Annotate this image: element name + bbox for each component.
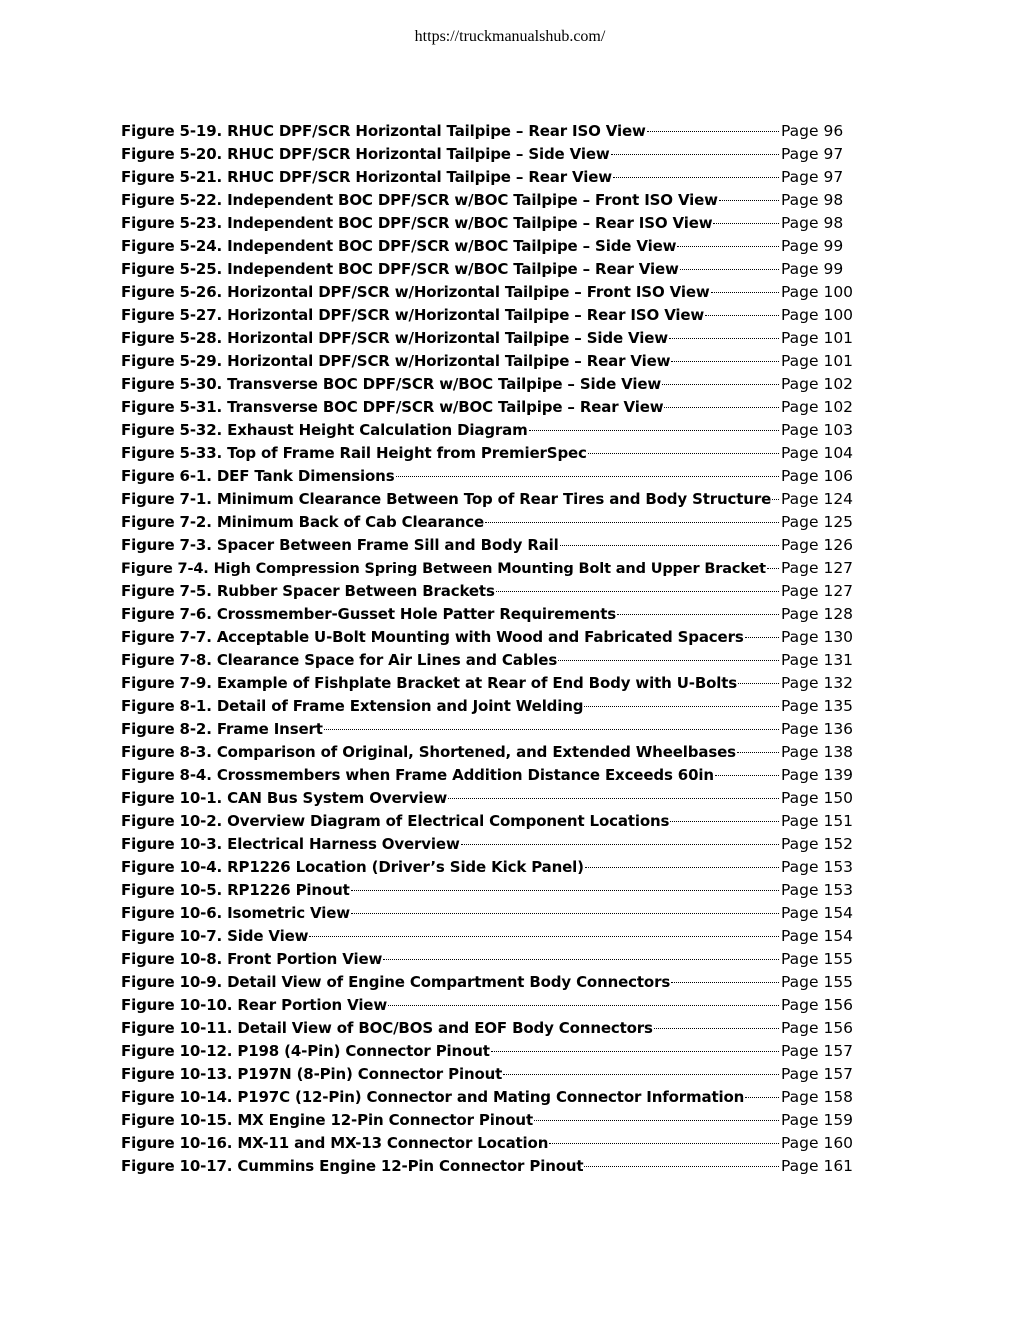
dot-leader (654, 1028, 779, 1029)
dot-leader (669, 338, 779, 339)
figure-title: Figure 7-2. Minimum Back of Cab Clearance (121, 513, 485, 531)
figure-title: Figure 10-2. Overview Diagram of Electrical Component Locations (121, 812, 670, 830)
page-number: Page 158 (781, 1088, 854, 1106)
figure-title: Figure 7-6. Crossmember-Gusset Hole Patter Requirements (121, 605, 616, 623)
dot-leader (611, 154, 779, 155)
figure-title: Figure 6-1. DEF Tank Dimensions (121, 467, 395, 485)
figure-title: Figure 7-4. High Compression Spring Between Mounting Bolt and Upper Bracket (121, 561, 766, 577)
dot-leader (396, 476, 780, 477)
figure-title: Figure 10-11. Detail View of BOC/BOS and EOF Body Connectors (121, 1019, 653, 1037)
page-number: Page 99 (781, 237, 844, 255)
toc-entry[interactable] (121, 304, 861, 327)
figure-title: Figure 10-15. MX Engine 12-Pin Connector Pinout (121, 1111, 533, 1129)
figure-title: Figure 5-25. Independent BOC DPF/SCR w/BOC Tailpipe – Rear View (121, 260, 679, 278)
figure-title: Figure 10-14. P197C (12-Pin) Connector and Mating Connector Information (121, 1088, 745, 1106)
page-number: Page 154 (781, 904, 854, 922)
dot-leader (534, 1120, 779, 1121)
page-number: Page 136 (781, 720, 854, 738)
page-number: Page 104 (781, 444, 854, 462)
toc-entry[interactable] (121, 166, 861, 189)
page-number: Page 151 (781, 812, 854, 830)
page-number: Page 102 (781, 375, 854, 393)
page-number: Page 156 (781, 1019, 854, 1037)
toc-entry[interactable] (121, 672, 861, 695)
dot-leader (711, 292, 779, 293)
toc-entry[interactable] (121, 695, 861, 718)
dot-leader (613, 177, 779, 178)
list-of-figures (121, 120, 861, 1178)
figure-title: Figure 5-29. Horizontal DPF/SCR w/Horizontal Tailpipe – Rear View (121, 352, 671, 370)
page-number: Page 101 (781, 329, 854, 347)
toc-entry[interactable] (121, 948, 861, 971)
figure-title: Figure 10-8. Front Portion View (121, 950, 383, 968)
page-number: Page 132 (781, 674, 854, 692)
page-number: Page 159 (781, 1111, 854, 1129)
dot-leader (558, 660, 779, 661)
figure-title: Figure 10-16. MX-11 and MX-13 Connector Location (121, 1134, 549, 1152)
page-header-url: https://truckmanualshub.com/ (414, 28, 606, 45)
page-number: Page 138 (781, 743, 854, 761)
toc-entry[interactable] (121, 833, 861, 856)
figure-title: Figure 5-22. Independent BOC DPF/SCR w/BOC Tailpipe – Front ISO View (121, 191, 718, 209)
figure-title: Figure 10-5. RP1226 Pinout (121, 881, 350, 899)
page-number: Page 127 (781, 559, 854, 577)
dot-leader (713, 223, 779, 224)
figure-title: Figure 10-6. Isometric View (121, 904, 350, 922)
dot-leader (737, 752, 779, 753)
toc-entry[interactable] (121, 465, 861, 488)
toc-entry[interactable] (121, 534, 861, 557)
figure-title: Figure 10-4. RP1226 Location (Driver’s Side Kick Panel) (121, 858, 584, 876)
toc-entry[interactable] (121, 442, 861, 465)
toc-entry[interactable] (121, 626, 861, 649)
page-number: Page 97 (781, 145, 844, 163)
page-number: Page 126 (781, 536, 854, 554)
toc-entry[interactable] (121, 1109, 861, 1132)
toc-entry[interactable] (121, 143, 861, 166)
toc-entry[interactable] (121, 856, 861, 879)
toc-entry[interactable] (121, 902, 861, 925)
dot-leader (461, 844, 779, 845)
dot-leader (549, 1143, 779, 1144)
toc-entry[interactable] (121, 925, 861, 948)
page-number: Page 100 (781, 306, 854, 324)
page-number: Page 99 (781, 260, 844, 278)
dot-leader (585, 867, 779, 868)
dot-leader (485, 522, 779, 523)
figure-title: Figure 5-21. RHUC DPF/SCR Horizontal Tailpipe – Rear View (121, 168, 612, 186)
figure-title: Figure 7-9. Example of Fishplate Bracket at Rear of End Body with U-Bolts (121, 674, 738, 692)
toc-entry[interactable] (121, 787, 861, 810)
dot-leader (671, 982, 779, 983)
dot-leader (588, 453, 779, 454)
dot-leader (448, 798, 779, 799)
toc-entry[interactable] (121, 1155, 861, 1178)
toc-entry[interactable] (121, 1063, 861, 1086)
figure-title: Figure 5-26. Horizontal DPF/SCR w/Horizontal Tailpipe – Front ISO View (121, 283, 710, 301)
figure-title: Figure 8-4. Crossmembers when Frame Addition Distance Exceeds 60in (121, 766, 714, 784)
toc-entry[interactable] (121, 879, 861, 902)
dot-leader (351, 913, 779, 914)
figure-title: Figure 8-2. Frame Insert (121, 720, 323, 738)
page-number: Page 156 (781, 996, 854, 1014)
toc-entry[interactable] (121, 1086, 861, 1109)
page-number: Page 154 (781, 927, 854, 945)
figure-title: Figure 10-1. CAN Bus System Overview (121, 789, 448, 807)
toc-entry[interactable] (121, 971, 861, 994)
dot-leader (560, 545, 779, 546)
page-number: Page 155 (781, 950, 854, 968)
dot-leader (529, 430, 779, 431)
figure-title: Figure 7-1. Minimum Clearance Between Top of Rear Tires and Body Structure (121, 490, 772, 508)
figure-title: Figure 7-8. Clearance Space for Air Lines and Cables (121, 651, 558, 669)
figure-title: Figure 10-13. P197N (8-Pin) Connector Pinout (121, 1065, 503, 1083)
page-number: Page 125 (781, 513, 854, 531)
toc-entry[interactable] (121, 488, 861, 511)
toc-entry[interactable] (121, 741, 861, 764)
figure-title: Figure 5-31. Transverse BOC DPF/SCR w/BOC Tailpipe – Rear View (121, 398, 664, 416)
page-number: Page 139 (781, 766, 854, 784)
figure-title: Figure 5-27. Horizontal DPF/SCR w/Horizontal Tailpipe – Rear ISO View (121, 306, 705, 324)
dot-leader (388, 1005, 779, 1006)
page-number: Page 161 (781, 1157, 854, 1175)
toc-entry[interactable] (121, 557, 861, 580)
page-number: Page 98 (781, 191, 844, 209)
dot-leader (738, 683, 779, 684)
toc-entry[interactable] (121, 994, 861, 1017)
figure-title: Figure 5-30. Transverse BOC DPF/SCR w/BOC Tailpipe – Side View (121, 375, 662, 393)
dot-leader (383, 959, 779, 960)
figure-title: Figure 10-17. Cummins Engine 12-Pin Connector Pinout (121, 1157, 584, 1175)
toc-entry[interactable] (121, 120, 861, 143)
dot-leader (719, 200, 779, 201)
page-number: Page 96 (781, 122, 844, 140)
dot-leader (584, 706, 779, 707)
figure-title: Figure 10-9. Detail View of Engine Compartment Body Connectors (121, 973, 671, 991)
toc-entry[interactable] (121, 419, 861, 442)
page-number: Page 153 (781, 881, 854, 899)
figure-title: Figure 10-7. Side View (121, 927, 309, 945)
toc-entry[interactable] (121, 1040, 861, 1063)
toc-entry[interactable] (121, 718, 861, 741)
figure-title: Figure 7-3. Spacer Between Frame Sill and Body Rail (121, 536, 559, 554)
figure-title: Figure 10-10. Rear Portion View (121, 996, 388, 1014)
dot-leader (671, 361, 779, 362)
toc-entry[interactable] (121, 580, 861, 603)
dot-leader (309, 936, 779, 937)
toc-entry[interactable] (121, 511, 861, 534)
toc-entry[interactable] (121, 396, 861, 419)
page-number: Page 103 (781, 421, 854, 439)
dot-leader (324, 729, 779, 730)
dot-leader (496, 591, 779, 592)
figure-title: Figure 10-3. Electrical Harness Overview (121, 835, 460, 853)
page-number: Page 160 (781, 1134, 854, 1152)
dot-leader (680, 269, 779, 270)
page-number: Page 101 (781, 352, 854, 370)
toc-entry[interactable] (121, 603, 861, 626)
toc-entry[interactable] (121, 327, 861, 350)
dot-leader (715, 775, 779, 776)
page-number: Page 106 (781, 467, 854, 485)
dot-leader (664, 407, 779, 408)
toc-entry[interactable] (121, 764, 861, 787)
page-number: Page 131 (781, 651, 854, 669)
toc-entry[interactable] (121, 189, 861, 212)
toc-entry[interactable] (121, 810, 861, 833)
page-number: Page 124 (781, 490, 854, 508)
figure-title: Figure 5-32. Exhaust Height Calculation Diagram (121, 421, 528, 439)
figure-title: Figure 8-3. Comparison of Original, Shortened, and Extended Wheelbases (121, 743, 736, 761)
toc-entry[interactable] (121, 1132, 861, 1155)
toc-entry[interactable] (121, 350, 861, 373)
dot-leader (745, 637, 779, 638)
figure-title: Figure 7-7. Acceptable U-Bolt Mounting with Wood and Fabricated Spacers (121, 628, 744, 646)
figure-title: Figure 5-19. RHUC DPF/SCR Horizontal Tailpipe – Rear ISO View (121, 122, 646, 140)
page-number: Page 128 (781, 605, 854, 623)
toc-entry[interactable] (121, 235, 861, 258)
page-number: Page 97 (781, 168, 844, 186)
page-number: Page 157 (781, 1042, 854, 1060)
figure-title: Figure 8-1. Detail of Frame Extension and Joint Welding (121, 697, 584, 715)
dot-leader (491, 1051, 779, 1052)
page-number: Page 135 (781, 697, 854, 715)
page-number: Page 100 (781, 283, 854, 301)
figure-title: Figure 5-28. Horizontal DPF/SCR w/Horizontal Tailpipe – Side View (121, 329, 668, 347)
figure-title: Figure 7-5. Rubber Spacer Between Brackets (121, 582, 495, 600)
page-number: Page 150 (781, 789, 854, 807)
page-number: Page 130 (781, 628, 854, 646)
figure-title: Figure 5-24. Independent BOC DPF/SCR w/BOC Tailpipe – Side View (121, 237, 677, 255)
toc-entry[interactable] (121, 1017, 861, 1040)
toc-entry[interactable] (121, 258, 861, 281)
toc-entry[interactable] (121, 649, 861, 672)
figure-title: Figure 5-33. Top of Frame Rail Height from PremierSpec (121, 444, 587, 462)
dot-leader (503, 1074, 779, 1075)
figure-title: Figure 5-23. Independent BOC DPF/SCR w/BOC Tailpipe – Rear ISO View (121, 214, 713, 232)
page-number: Page 98 (781, 214, 844, 232)
page-number: Page 102 (781, 398, 854, 416)
dot-leader (677, 246, 779, 247)
toc-entry[interactable] (121, 212, 861, 235)
dot-leader (745, 1097, 779, 1098)
dot-leader (662, 384, 779, 385)
dot-leader (767, 568, 779, 569)
dot-leader (351, 890, 779, 891)
page-number: Page 157 (781, 1065, 854, 1083)
figure-title: Figure 5-20. RHUC DPF/SCR Horizontal Tailpipe – Side View (121, 145, 610, 163)
figure-title: Figure 10-12. P198 (4-Pin) Connector Pinout (121, 1042, 490, 1060)
dot-leader (705, 315, 779, 316)
toc-entry[interactable] (121, 281, 861, 304)
page-number: Page 153 (781, 858, 854, 876)
page-number: Page 127 (781, 582, 854, 600)
dot-leader (772, 499, 779, 500)
dot-leader (647, 131, 779, 132)
page-number: Page 152 (781, 835, 854, 853)
toc-entry[interactable] (121, 373, 861, 396)
dot-leader (617, 614, 779, 615)
dot-leader (584, 1166, 779, 1167)
page-number: Page 155 (781, 973, 854, 991)
dot-leader (670, 821, 779, 822)
